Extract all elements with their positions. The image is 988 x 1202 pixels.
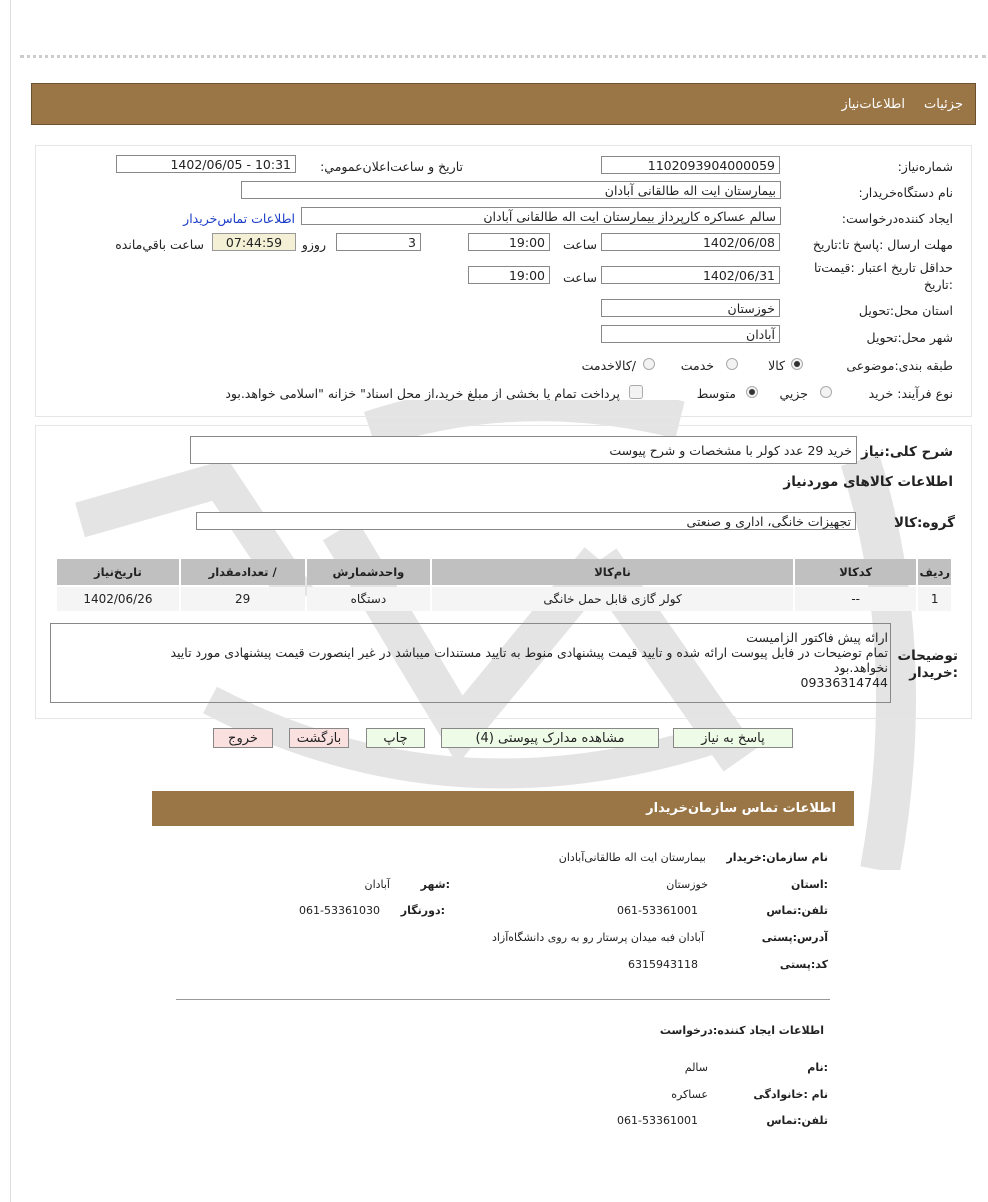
items-table bbox=[55, 557, 953, 613]
process-medium-radio[interactable] bbox=[746, 386, 758, 398]
days-label: روزو bbox=[301, 237, 326, 252]
col-unit: واحدشمارش bbox=[307, 559, 431, 585]
top-divider bbox=[20, 55, 986, 58]
contact-province-value: خوزستان bbox=[666, 878, 708, 891]
category-both-label: /کالاخدمت bbox=[581, 358, 636, 373]
announce-label: تاریخ و ساعت‌اعلان‌عمومي: bbox=[320, 159, 463, 174]
notes-label: توضیحات bbox=[897, 648, 958, 664]
category-label: طبقه بندی:موضوعی bbox=[846, 358, 953, 373]
deadline-date-field: 1402/06/08 bbox=[601, 233, 780, 251]
contact-address-value: آبادان فبه میدان پرستار رو به روی دانشگاه‌آزاد bbox=[491, 931, 704, 944]
cell-name: کولر گازی قابل حمل خانگی bbox=[432, 587, 793, 611]
contact-city-value: آبادان bbox=[364, 878, 390, 891]
category-service-label: خدمت bbox=[680, 358, 714, 373]
contact-phone-value: 061-53361001 bbox=[617, 904, 698, 917]
table-row bbox=[57, 587, 951, 611]
category-both-radio[interactable] bbox=[643, 358, 655, 370]
summary-label: شرح کلی:نیاز bbox=[861, 444, 953, 460]
deadline-time-label: ساعت bbox=[562, 237, 597, 252]
validity-time-label: ساعت bbox=[562, 270, 597, 285]
col-qty: / تعدادمقدار bbox=[181, 559, 305, 585]
creator-field: سالم عساکره کارپرداز بیمارستان ایت اله طالقانی آبادان bbox=[301, 207, 781, 225]
tab-details[interactable]: جزئیات bbox=[924, 97, 963, 112]
col-code: کدکالا bbox=[795, 559, 917, 585]
validity-date-field: 1402/06/31 bbox=[601, 266, 780, 284]
cell-date: 1402/06/26 bbox=[57, 587, 179, 611]
creator-name-label: :نام bbox=[807, 1061, 828, 1074]
announce-field: 1402/06/05 - 10:31 bbox=[116, 155, 296, 173]
contact-address-label: آدرس:پستی bbox=[761, 931, 828, 944]
creator-phone-label: تلفن:تماس bbox=[766, 1114, 828, 1127]
contact-phone-label: تلفن:تماس bbox=[766, 904, 828, 917]
creator-family-value: عساکره bbox=[671, 1088, 708, 1101]
city-label: شهر محل:تحویل bbox=[866, 330, 953, 345]
remaining-timer: 07:44:59 bbox=[212, 233, 296, 251]
province-label: استان محل:تحویل bbox=[858, 303, 953, 318]
payment-note: پرداخت تمام یا بخشی از مبلغ خرید،از محل اسناد" خزانه "اسلامی خواهد.بود bbox=[225, 386, 620, 401]
creator-info-title: اطلاعات ایجاد کننده:درخواست bbox=[659, 1024, 824, 1037]
process-label: نوع فرآیند: خرید bbox=[868, 386, 953, 401]
deadline-label: مهلت ارسال :پاسخ تا:تاریخ bbox=[812, 237, 953, 252]
validity-label: حداقل تاریخ اعتبار :قیمت‌تا bbox=[813, 260, 953, 275]
notes-line-1: ارائه پیش فاکتور الزامیست bbox=[746, 630, 888, 645]
contact-postal-label: کد:پستی bbox=[779, 958, 828, 971]
buyer-contact-link[interactable]: اطلاعات تماس‌خریدار bbox=[183, 211, 295, 226]
contact-org-value: بیمارستان ایت اله طالقانی‌آبادان bbox=[558, 851, 706, 864]
province-field: خوزستان bbox=[601, 299, 780, 317]
col-row: ردیف bbox=[918, 559, 951, 585]
notes-line-3: نخواهد.بود bbox=[833, 660, 888, 675]
summary-field: خرید 29 عدد کولر با مشخصات و شرح پیوست bbox=[190, 436, 857, 464]
contact-fax-label: :دورنگار bbox=[400, 904, 445, 917]
days-field: 3 bbox=[336, 233, 421, 251]
validity-label-2: :تاریخ bbox=[923, 277, 953, 292]
deadline-time-field: 19:00 bbox=[468, 233, 550, 251]
col-date: تاریخ‌نیاز bbox=[57, 559, 179, 585]
notes-line-4: 09336314744 bbox=[800, 675, 888, 690]
group-field: تجهیزات خانگی، اداری و صنعتی bbox=[196, 512, 856, 530]
category-goods-radio[interactable] bbox=[791, 358, 803, 370]
contact-org-label: نام سازمان:خریدار bbox=[726, 851, 828, 864]
contact-section-header bbox=[152, 791, 854, 826]
category-service-radio[interactable] bbox=[726, 358, 738, 370]
category-goods-label: کالا bbox=[768, 358, 785, 373]
creator-family-label: نام :خانوادگی bbox=[753, 1088, 828, 1101]
creator-label: ایجاد کننده‌درخواست: bbox=[841, 211, 953, 226]
notes-line-2: تمام توضیحات در فایل پیوست ارائه شده و تایید قیمت پیشنهادی منوط به تایید مستندات میباشد در غیر اینصورت قیمت پیشنهادی مورد تایید bbox=[170, 645, 888, 660]
process-medium-label: متوسط bbox=[696, 386, 736, 401]
page-header bbox=[31, 83, 976, 125]
creator-name-value: سالم bbox=[684, 1061, 708, 1074]
validity-time-field: 19:00 bbox=[468, 266, 550, 284]
need-number-label: شماره‌نیاز: bbox=[897, 159, 953, 174]
contact-section-title: اطلاعات تماس سازمان‌خریدار bbox=[646, 801, 836, 816]
buyer-org-label: نام دستگاه‌خریدار: bbox=[858, 185, 953, 200]
process-partial-label: جزيي bbox=[779, 386, 808, 401]
tab-need-info[interactable]: اطلاعات‌نیاز bbox=[841, 97, 905, 112]
group-label: گروه:کالا bbox=[894, 515, 955, 531]
goods-info-title: اطلاعات کالاهای مورد‌نیاز bbox=[783, 474, 953, 490]
exit-button[interactable]: خروج bbox=[213, 728, 273, 748]
print-button[interactable]: چاپ bbox=[366, 728, 425, 748]
reply-button[interactable]: پاسخ به نیاز bbox=[673, 728, 793, 748]
process-partial-radio[interactable] bbox=[820, 386, 832, 398]
contact-city-label: :شهر bbox=[420, 878, 450, 891]
cell-row: 1 bbox=[918, 587, 951, 611]
cell-code: -- bbox=[795, 587, 917, 611]
notes-label-2: :خریدار bbox=[909, 665, 958, 681]
city-field: آبادان bbox=[601, 325, 780, 343]
remaining-label: ساعت باقي‌مانده bbox=[115, 237, 204, 252]
need-number-field: 1102093904000059 bbox=[601, 156, 780, 174]
col-name: نام‌کالا bbox=[432, 559, 793, 585]
notes-box bbox=[50, 623, 891, 703]
cell-qty: 29 bbox=[181, 587, 305, 611]
cell-unit: دستگاه bbox=[307, 587, 431, 611]
creator-phone-value: 061-53361001 bbox=[617, 1114, 698, 1127]
view-docs-button[interactable]: مشاهده مدارک پیوستی (4) bbox=[441, 728, 659, 748]
buyer-org-field: بیمارستان ایت اله طالقانی آبادان bbox=[241, 181, 781, 199]
contact-postal-value: 6315943118 bbox=[628, 958, 698, 971]
contact-fax-value: 061-53361030 bbox=[299, 904, 380, 917]
table-header-row bbox=[57, 559, 951, 585]
section-divider bbox=[176, 999, 830, 1000]
back-button[interactable]: بازگشت bbox=[289, 728, 349, 748]
contact-province-label: :استان bbox=[791, 878, 828, 891]
payment-checkbox[interactable] bbox=[629, 385, 643, 399]
